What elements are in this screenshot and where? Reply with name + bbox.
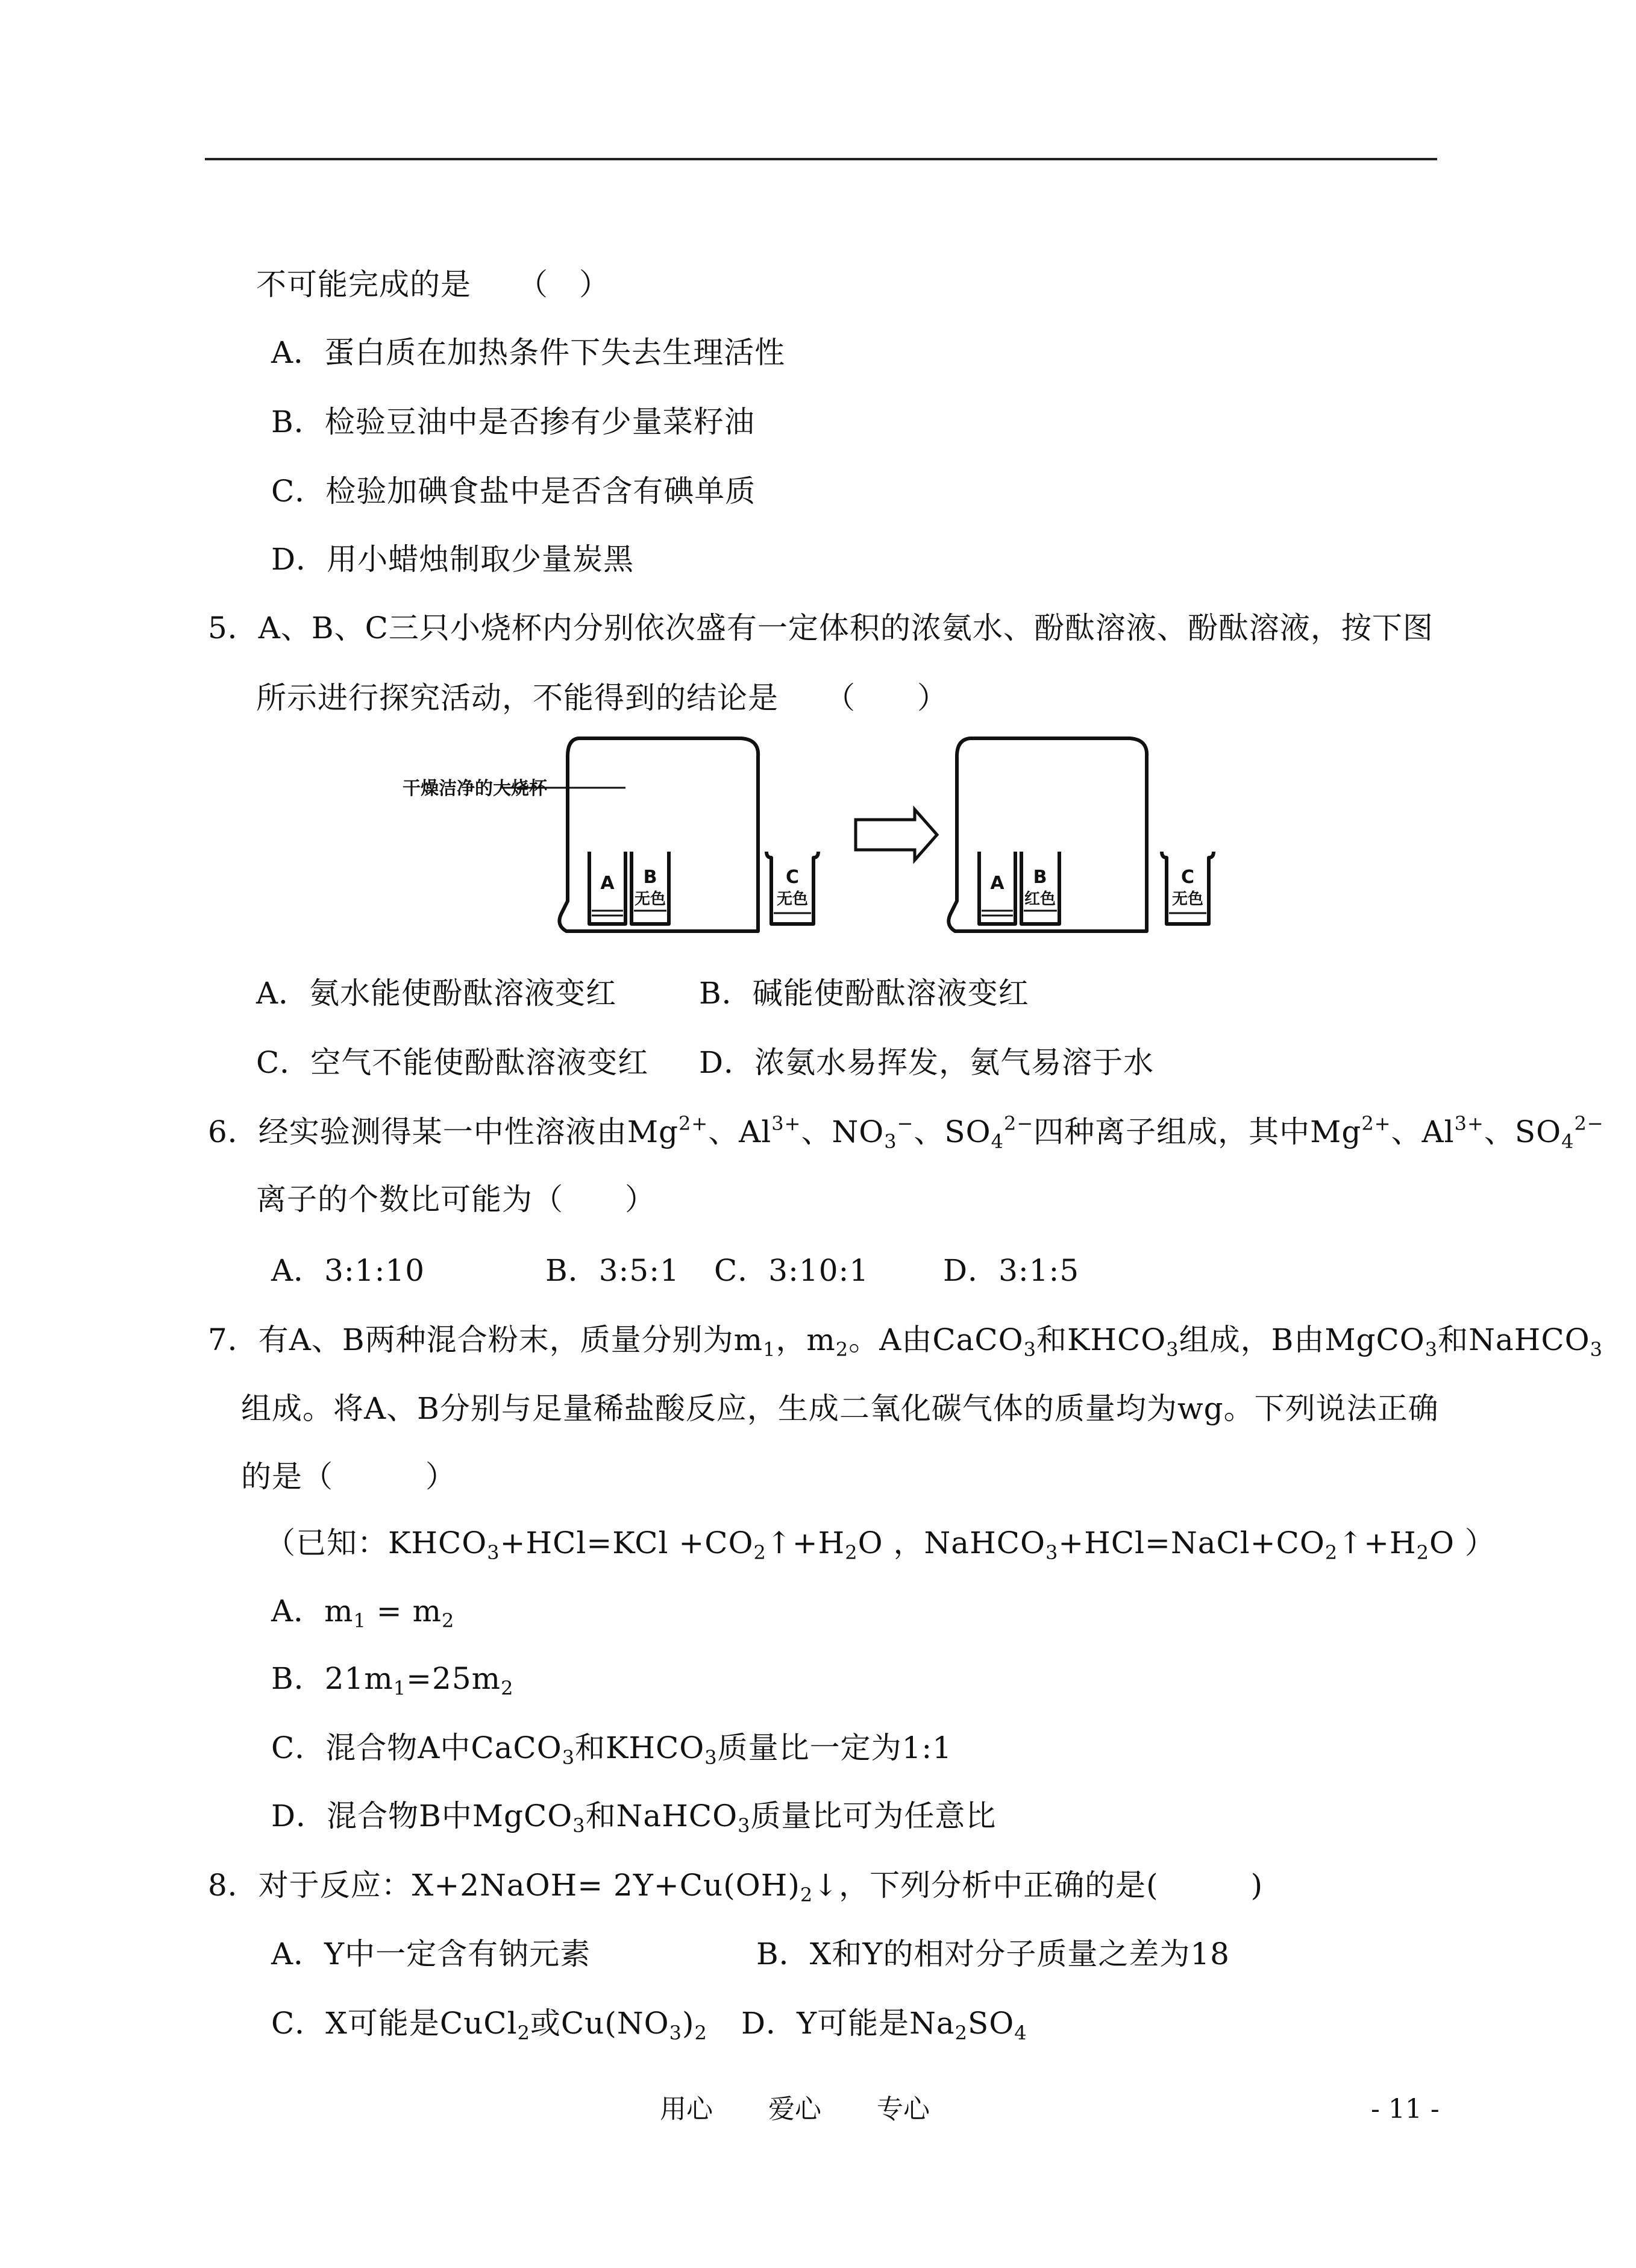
footer-motto-3: 专心 bbox=[877, 2094, 930, 2125]
right-arrow-icon bbox=[856, 809, 937, 860]
q7-stem-line1: 7．有A、B两种混合粉末，质量分别为$m_1$，$m_2$。A由CaCO$_3$和$KHCO_3$组成，B由MgCO$_3$和NaHCO$_3$ bbox=[208, 1322, 1603, 1361]
page-number: - 11 - bbox=[1371, 2094, 1440, 2125]
q5-stem-line2: 所示进行探究活动，不能得到的结论是 （ ） bbox=[256, 680, 948, 715]
q7-option-a: A．$m_1 = m_2$ bbox=[271, 1594, 455, 1632]
q5-stem-line1: 5．A、B、C三只小烧杯内分别依次盛有一定体积的浓氨水、酚酞溶液、酚酞溶液，按下图 bbox=[208, 611, 1434, 646]
beaker-b-right bbox=[1021, 852, 1059, 924]
q6-option-b: B．3:5:1 bbox=[545, 1253, 680, 1288]
q6-option-c: C．3:10:1 bbox=[714, 1253, 870, 1288]
beaker-a-left-label: A bbox=[600, 873, 615, 894]
header-rule bbox=[205, 158, 1437, 160]
q4-option-d: D．用小蜡烛制取少量炭黑 bbox=[271, 542, 635, 577]
q5-option-c: C．空气不能使酚酞溶液变红 bbox=[256, 1045, 649, 1080]
q4-option-b: B．检验豆油中是否掺有少量菜籽油 bbox=[271, 404, 755, 439]
q7-stem-line3: 的是（ ） bbox=[241, 1459, 456, 1494]
q7-option-d: D．混合物B中MgCO$_3$和NaHCO$_3$质量比可为任意比 bbox=[271, 1798, 997, 1837]
q7-stem-line2: 组成。将A、B分别与足量稀盐酸反应，生成二氧化碳气体的质量均为wg。下列说法正确 bbox=[241, 1391, 1439, 1426]
q6-option-d: D．3:1:5 bbox=[943, 1253, 1080, 1288]
q7-option-c: C．混合物A中CaCO$_3$和$KHCO_3$质量比一定为1:1 bbox=[271, 1730, 953, 1769]
q7-given-equations: （已知：$KHCO_3+HCl=KCl$ $+CO_2↑+H_2O$ ，$NaHCO_3+HCl=NaCl+CO_2↑+H_2O$ ） bbox=[265, 1525, 1496, 1564]
q5-option-d: D．浓氨水易挥发，氨气易溶于水 bbox=[699, 1045, 1155, 1080]
q8-option-d: D．Y可能是$Na_2SO_4$ bbox=[741, 2006, 1027, 2044]
footer-motto-2: 爱心 bbox=[768, 2094, 821, 2125]
beaker-b-left bbox=[632, 852, 669, 924]
q5-experiment-figure bbox=[398, 732, 1265, 949]
q4-option-a: A．蛋白质在加热条件下失去生理活性 bbox=[271, 335, 786, 370]
q4-option-c: C．检验加碘食盐中是否含有碘单质 bbox=[271, 474, 756, 509]
q6-stem-line1: 6．经实验测得某一中性溶液由$Mg^{2+}$、$Al^{3+}$、$NO_3^-$、$SO_4^{2-}$四种离子组成，其中$Mg^{2+}$、$Al^{3+}$、$SO_4^{2-}$ bbox=[208, 1112, 1604, 1153]
beaker-b-right-label: B bbox=[1033, 867, 1047, 888]
beaker-b-left-color: 无色 bbox=[634, 890, 666, 908]
beaker-c-right-label: C bbox=[1180, 867, 1195, 888]
beaker-c-left-color: 无色 bbox=[776, 890, 809, 908]
q8-option-b: B．X和Y的相对分子质量之差为18 bbox=[756, 1937, 1230, 1971]
big-beaker-label: 干燥洁净的大烧杯 bbox=[403, 778, 547, 799]
q5-option-a: A．氨水能使酚酞溶液变红 bbox=[256, 976, 617, 1011]
q8-option-c: C．X可能是CuCl$_2$或$Cu(NO_3)_2$ bbox=[271, 2006, 707, 2044]
beaker-c-left-label: C bbox=[785, 867, 800, 888]
q6-option-a: A．3:1:10 bbox=[271, 1253, 425, 1288]
q4-stem-tail: 不可能完成的是 （ ） bbox=[256, 267, 610, 302]
q7-option-b: B．$21m_1=25m_2$ bbox=[271, 1661, 514, 1700]
beaker-a-right-label: A bbox=[990, 873, 1004, 894]
q5-option-b: B．碱能使酚酞溶液变红 bbox=[699, 976, 1029, 1011]
beaker-b-right-color: 红色 bbox=[1024, 890, 1056, 908]
footer-motto-1: 用心 bbox=[660, 2094, 713, 2125]
q6-stem-line2: 离子的个数比可能为（ ） bbox=[256, 1182, 656, 1217]
beaker-c-right-color: 无色 bbox=[1171, 890, 1204, 908]
q8-stem: 8．对于反应：X+2NaOH= $2Y+Cu(OH)_2↓$，下列分析中正确的是( ) bbox=[208, 1868, 1264, 1906]
beaker-b-left-label: B bbox=[643, 867, 657, 888]
q8-option-a: A．Y中一定含有钠元素 bbox=[271, 1937, 591, 1971]
